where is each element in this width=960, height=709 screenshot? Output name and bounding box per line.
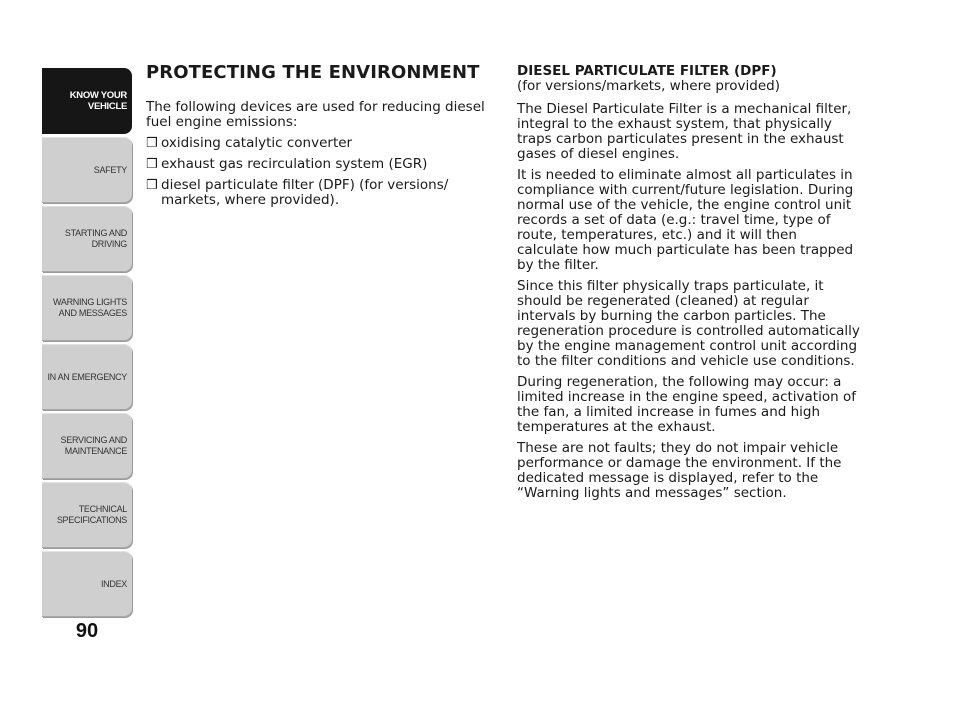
tab-starting-and-driving[interactable] <box>42 206 132 272</box>
paragraph: These are not faults; they do not impair vehicle performance or damage the environment. If the dedicated message is displayed, refer to the “Warning lights and messages” section. <box>517 440 842 501</box>
section-title: PROTECTING THE ENVIRONMENT <box>146 62 480 83</box>
list-item <box>146 136 486 151</box>
tab-label: TECHNICAL SPECIFICATIONS <box>56 504 127 525</box>
chapter-sidebar <box>42 68 132 620</box>
tab-servicing[interactable] <box>42 413 132 479</box>
tab-technical-specifications[interactable] <box>42 482 132 548</box>
intro-text: The following devices are used for reducing diesel fuel engine emissions: <box>146 99 485 130</box>
tab-label: KNOW YOUR VEHICLE <box>69 90 127 112</box>
tab-safety[interactable] <box>42 137 132 203</box>
list-item-text: oxidising catalytic converter <box>161 135 353 151</box>
paragraph: During regeneration, the following may occur: a limited increase in the engine speed, activation of the fan, a limited increase in fumes and high temperatures at the exhaust. <box>517 374 856 435</box>
tab-label: INDEX <box>100 578 127 589</box>
paragraph: The Diesel Particulate Filter is a mechanical filter, integral to the exhaust system, that physically traps carbon particulates present in the exhaust gases of diesel engines. <box>517 101 852 162</box>
tab-warning-lights[interactable] <box>42 275 132 341</box>
tab-in-an-emergency[interactable] <box>42 344 132 410</box>
checkbox-square-icon: ❒ <box>146 136 158 151</box>
paragraph: Since this filter physically traps particulate, it should be regenerated (cleaned) at regular intervals by burning the carbon particles. The regeneration procedure is controlled automatically by the engine management control unit according to the filter conditions and vehicle use conditions. <box>517 278 860 369</box>
paragraph: It is needed to eliminate almost all particulates in compliance with current/future legislation. During normal use of the vehicle, the engine control unit records a set of data (e.g.: travel time, type of route, temperatures, etc.) and it will then calculate how much particulate has been trapped by the filter. <box>517 167 854 273</box>
tab-label: STARTING AND DRIVING <box>64 228 127 249</box>
device-list <box>146 136 486 208</box>
tab-index[interactable] <box>42 551 132 617</box>
list-item-text: exhaust gas recirculation system (EGR) <box>161 156 428 172</box>
subsection-title: DIESEL PARTICULATE FILTER (DPF) <box>517 63 777 79</box>
checkbox-square-icon: ❒ <box>146 157 158 172</box>
list-item-text: diesel particulate filter (DPF) (for versions/ markets, where provided). <box>161 177 449 208</box>
left-column <box>146 62 486 214</box>
tab-label: WARNING LIGHTS AND MESSAGES <box>53 297 127 318</box>
tab-label: SAFETY <box>93 164 127 175</box>
checkbox-square-icon: ❒ <box>146 178 158 193</box>
list-item <box>146 178 486 208</box>
tab-know-your-vehicle[interactable] <box>42 68 132 134</box>
list-item <box>146 157 486 172</box>
right-column <box>517 62 862 507</box>
page-number: 90 <box>75 620 99 642</box>
tab-label: IN AN EMERGENCY <box>47 371 127 382</box>
tab-label: SERVICING AND MAINTENANCE <box>60 435 127 456</box>
subsection-subtitle: (for versions/markets, where provided) <box>517 78 780 94</box>
